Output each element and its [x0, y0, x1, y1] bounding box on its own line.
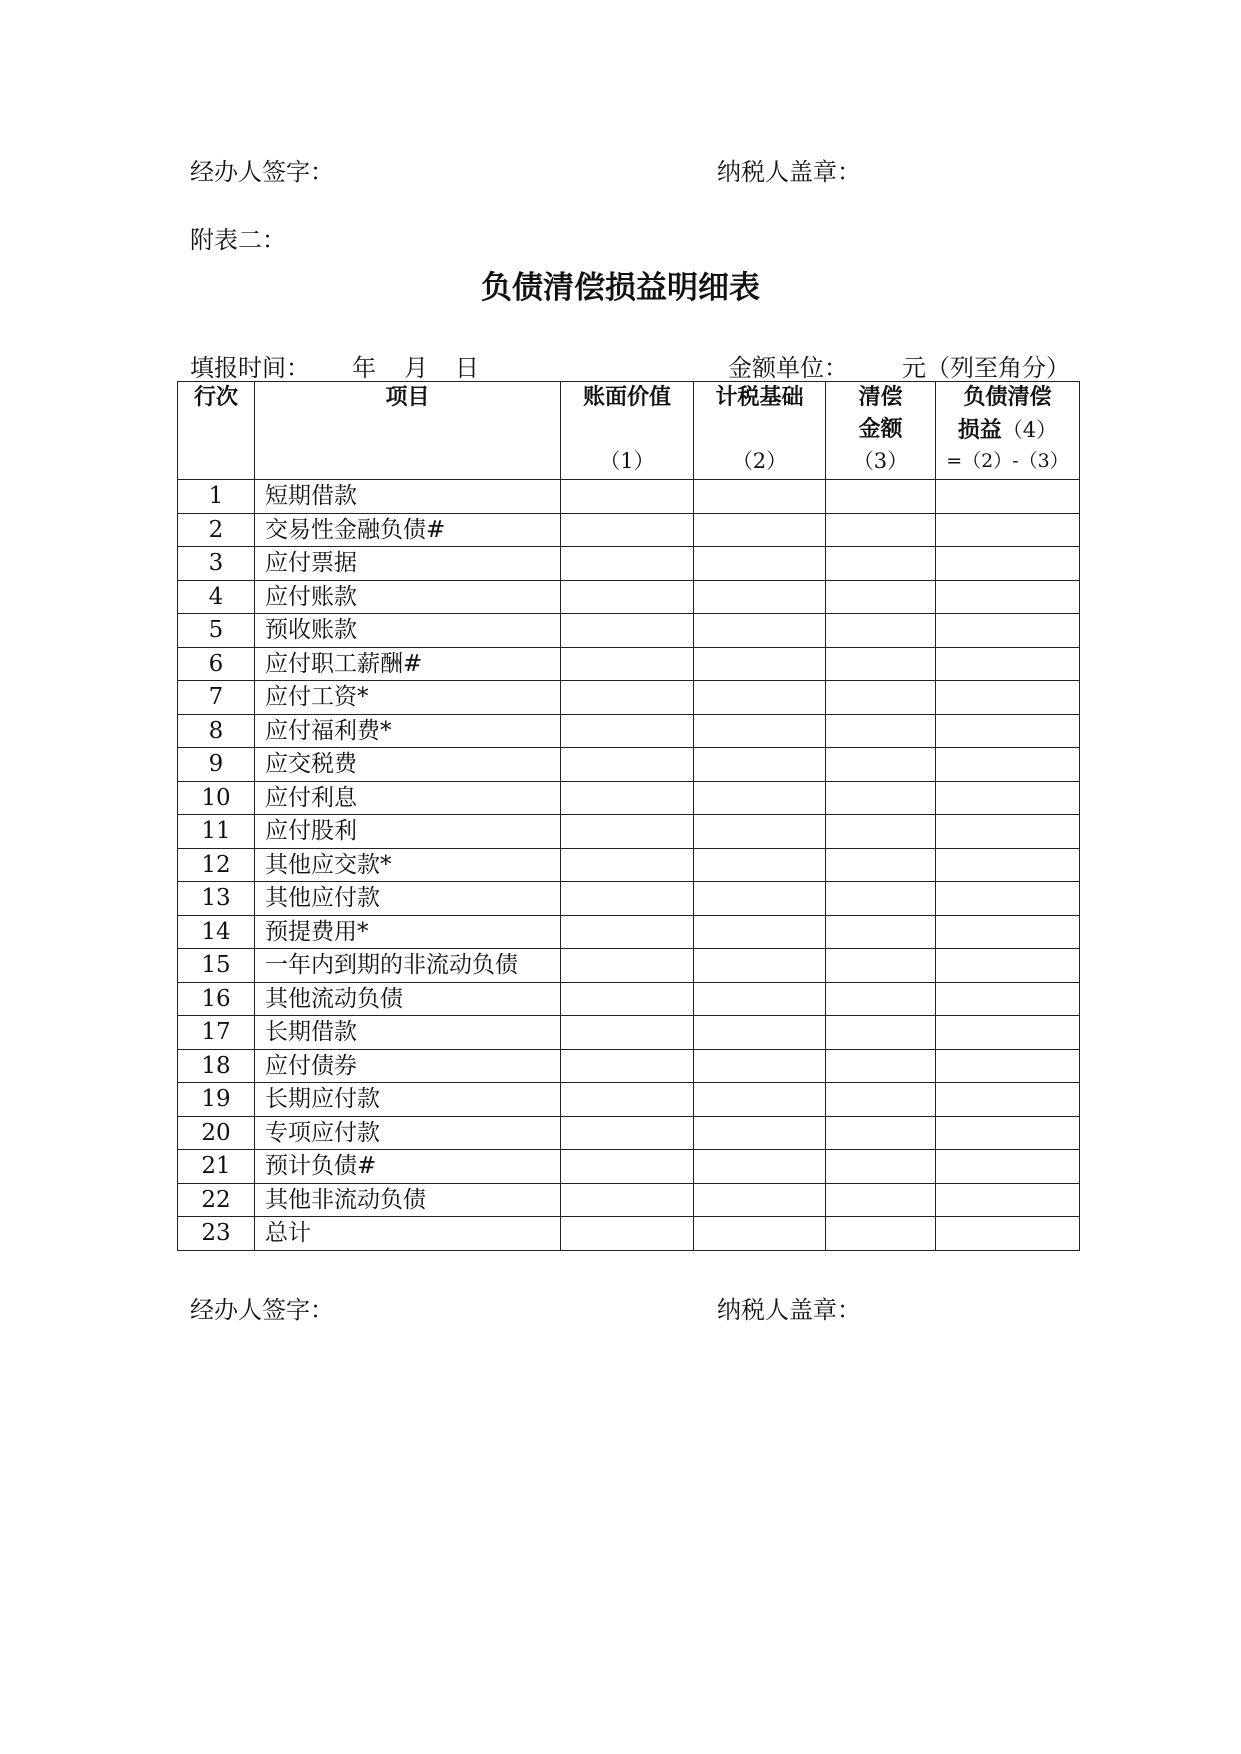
settlement-gain-cell[interactable] [936, 915, 1080, 949]
settlement-amount-cell[interactable] [826, 547, 936, 581]
fill-month: 月 [404, 354, 428, 382]
book-value-cell[interactable] [561, 781, 694, 815]
header-settlement-amount: 清偿 金额 （3） [826, 382, 936, 480]
row-item: 总计 [255, 1217, 561, 1251]
settlement-gain-cell[interactable] [936, 1049, 1080, 1083]
row-number: 12 [178, 848, 255, 882]
tax-basis-cell[interactable] [694, 915, 826, 949]
book-value-cell[interactable] [561, 748, 694, 782]
header-tax-basis: 计税基础 （2） [694, 382, 826, 480]
settlement-amount-cell[interactable] [826, 480, 936, 514]
book-value-cell[interactable] [561, 949, 694, 983]
settlement-amount-cell[interactable] [826, 681, 936, 715]
liability-settlement-table [177, 381, 1080, 1251]
table-row [178, 513, 1080, 547]
settlement-amount-cell[interactable] [826, 1083, 936, 1117]
book-value-cell[interactable] [561, 1016, 694, 1050]
settlement-amount-cell[interactable] [826, 1049, 936, 1083]
table-row [178, 1016, 1080, 1050]
table-row [178, 781, 1080, 815]
book-value-cell[interactable] [561, 714, 694, 748]
table-row [178, 1049, 1080, 1083]
table-row [178, 1116, 1080, 1150]
settlement-amount-cell[interactable] [826, 580, 936, 614]
header-book-value-sub: （1） [599, 449, 655, 473]
tax-basis-cell[interactable] [694, 614, 826, 648]
tax-basis-cell[interactable] [694, 681, 826, 715]
unit-value: 元（列至角分） [902, 354, 1070, 382]
row-item: 其他流动负债 [255, 982, 561, 1016]
page-title: 负债清偿损益明细表 [481, 270, 760, 306]
settlement-gain-cell[interactable] [936, 1150, 1080, 1184]
book-value-cell[interactable] [561, 1150, 694, 1184]
book-value-cell[interactable] [561, 848, 694, 882]
book-value-cell[interactable] [561, 1183, 694, 1217]
row-number: 6 [178, 647, 255, 681]
row-item: 应付债券 [255, 1049, 561, 1083]
row-item: 交易性金融负债# [255, 513, 561, 547]
row-item: 应付职工薪酬# [255, 647, 561, 681]
book-value-cell[interactable] [561, 1217, 694, 1251]
settlement-amount-cell[interactable] [826, 781, 936, 815]
tax-basis-cell[interactable] [694, 647, 826, 681]
settlement-gain-cell[interactable] [936, 513, 1080, 547]
row-number: 20 [178, 1116, 255, 1150]
settlement-amount-cell[interactable] [826, 1016, 936, 1050]
row-item: 预计负债# [255, 1150, 561, 1184]
header-row-no: 行次 [178, 382, 255, 480]
table-row [178, 547, 1080, 581]
header-gain-formula: =（2）-（3） [946, 450, 1069, 472]
settlement-gain-cell[interactable] [936, 1217, 1080, 1251]
book-value-cell[interactable] [561, 1116, 694, 1150]
tax-basis-cell[interactable] [694, 547, 826, 581]
tax-basis-cell[interactable] [694, 781, 826, 815]
table-row [178, 480, 1080, 514]
book-value-cell[interactable] [561, 580, 694, 614]
row-item: 应付工资* [255, 681, 561, 715]
annex-label: 附表二： [190, 226, 286, 254]
tax-basis-cell[interactable] [694, 714, 826, 748]
row-number: 14 [178, 915, 255, 949]
settlement-amount-cell[interactable] [826, 1150, 936, 1184]
settlement-gain-cell[interactable] [936, 480, 1080, 514]
fill-year: 年 [352, 354, 376, 382]
table-row [178, 949, 1080, 983]
settlement-amount-cell[interactable] [826, 882, 936, 916]
settlement-gain-cell[interactable] [936, 1083, 1080, 1117]
table-row [178, 1083, 1080, 1117]
row-item: 预收账款 [255, 614, 561, 648]
settlement-gain-cell[interactable] [936, 748, 1080, 782]
settlement-gain-cell[interactable] [936, 580, 1080, 614]
row-number: 7 [178, 681, 255, 715]
row-number: 15 [178, 949, 255, 983]
settlement-amount-cell[interactable] [826, 513, 936, 547]
row-item: 应付福利费* [255, 714, 561, 748]
tax-basis-cell[interactable] [694, 748, 826, 782]
tax-basis-cell[interactable] [694, 982, 826, 1016]
row-number: 3 [178, 547, 255, 581]
table-header-row [178, 382, 1080, 480]
settlement-gain-cell[interactable] [936, 547, 1080, 581]
book-value-cell[interactable] [561, 1049, 694, 1083]
table-row [178, 1183, 1080, 1217]
settlement-gain-cell[interactable] [936, 681, 1080, 715]
tax-basis-cell[interactable] [694, 1183, 826, 1217]
row-item: 应付票据 [255, 547, 561, 581]
row-item: 应交税费 [255, 748, 561, 782]
row-item: 应付利息 [255, 781, 561, 815]
top-handler-signature-label: 经办人签字： [190, 158, 334, 186]
tax-basis-cell[interactable] [694, 1150, 826, 1184]
table-row [178, 614, 1080, 648]
table-row [178, 848, 1080, 882]
header-settlement-gain: 负债清偿 损益（4） =（2）-（3） [936, 382, 1080, 480]
bottom-handler-signature-label: 经办人签字： [190, 1296, 334, 1324]
tax-basis-cell[interactable] [694, 815, 826, 849]
settlement-amount-cell[interactable] [826, 614, 936, 648]
row-number: 5 [178, 614, 255, 648]
table-row [178, 815, 1080, 849]
book-value-cell[interactable] [561, 614, 694, 648]
table-row [178, 714, 1080, 748]
table-row [178, 882, 1080, 916]
settlement-gain-cell[interactable] [936, 781, 1080, 815]
settlement-gain-cell[interactable] [936, 815, 1080, 849]
tax-basis-cell[interactable] [694, 1217, 826, 1251]
table-row [178, 748, 1080, 782]
row-number: 19 [178, 1083, 255, 1117]
settlement-amount-cell[interactable] [826, 1116, 936, 1150]
settlement-amount-cell[interactable] [826, 748, 936, 782]
book-value-cell[interactable] [561, 1083, 694, 1117]
tax-basis-cell[interactable] [694, 513, 826, 547]
book-value-cell[interactable] [561, 882, 694, 916]
row-number: 21 [178, 1150, 255, 1184]
bottom-taxpayer-seal-label: 纳税人盖章： [717, 1296, 861, 1324]
header-tax-basis-sub: （2） [731, 449, 788, 473]
book-value-cell[interactable] [561, 513, 694, 547]
settlement-amount-cell[interactable] [826, 848, 936, 882]
settlement-amount-cell[interactable] [826, 982, 936, 1016]
settlement-gain-cell[interactable] [936, 982, 1080, 1016]
row-number: 11 [178, 815, 255, 849]
book-value-cell[interactable] [561, 915, 694, 949]
row-number: 18 [178, 1049, 255, 1083]
row-item: 预提费用* [255, 915, 561, 949]
settlement-gain-cell[interactable] [936, 647, 1080, 681]
settlement-gain-cell[interactable] [936, 882, 1080, 916]
row-item: 其他应付款 [255, 882, 561, 916]
row-item: 其他应交款* [255, 848, 561, 882]
tax-basis-cell[interactable] [694, 1049, 826, 1083]
row-number: 2 [178, 513, 255, 547]
row-number: 1 [178, 480, 255, 514]
book-value-cell[interactable] [561, 982, 694, 1016]
row-item: 长期借款 [255, 1016, 561, 1050]
row-item: 其他非流动负债 [255, 1183, 561, 1217]
row-number: 16 [178, 982, 255, 1016]
table-row [178, 1150, 1080, 1184]
table-row [178, 915, 1080, 949]
header-settlement-sub: （3） [852, 449, 909, 473]
unit-label: 金额单位： [728, 354, 848, 382]
row-number: 22 [178, 1183, 255, 1217]
tax-basis-cell[interactable] [694, 882, 826, 916]
table-row [178, 681, 1080, 715]
row-number: 9 [178, 748, 255, 782]
header-book-value: 账面价值 （1） [561, 382, 694, 480]
row-number: 10 [178, 781, 255, 815]
settlement-gain-cell[interactable] [936, 949, 1080, 983]
row-item: 一年内到期的非流动负债 [255, 949, 561, 983]
row-number: 13 [178, 882, 255, 916]
fill-time-label: 填报时间： [190, 354, 310, 382]
settlement-gain-cell[interactable] [936, 714, 1080, 748]
settlement-amount-cell[interactable] [826, 815, 936, 849]
tax-basis-cell[interactable] [694, 580, 826, 614]
table-row [178, 982, 1080, 1016]
tax-basis-cell[interactable] [694, 848, 826, 882]
settlement-amount-cell[interactable] [826, 915, 936, 949]
row-item: 短期借款 [255, 480, 561, 514]
settlement-amount-cell[interactable] [826, 1183, 936, 1217]
settlement-amount-cell[interactable] [826, 949, 936, 983]
tax-basis-cell[interactable] [694, 1083, 826, 1117]
tax-basis-cell[interactable] [694, 949, 826, 983]
header-item: 项目 [255, 382, 561, 480]
row-item: 专项应付款 [255, 1116, 561, 1150]
settlement-amount-cell[interactable] [826, 1217, 936, 1251]
table-row [178, 647, 1080, 681]
book-value-cell[interactable] [561, 647, 694, 681]
row-number: 8 [178, 714, 255, 748]
settlement-amount-cell[interactable] [826, 647, 936, 681]
row-number: 17 [178, 1016, 255, 1050]
top-taxpayer-seal-label: 纳税人盖章： [717, 158, 861, 186]
settlement-gain-cell[interactable] [936, 1183, 1080, 1217]
book-value-cell[interactable] [561, 547, 694, 581]
fill-day: 日 [455, 354, 479, 382]
settlement-gain-cell[interactable] [936, 614, 1080, 648]
settlement-amount-cell[interactable] [826, 714, 936, 748]
tax-basis-cell[interactable] [694, 1116, 826, 1150]
row-number: 4 [178, 580, 255, 614]
settlement-gain-cell[interactable] [936, 1116, 1080, 1150]
table-row [178, 580, 1080, 614]
row-item: 应付账款 [255, 580, 561, 614]
row-item: 长期应付款 [255, 1083, 561, 1117]
book-value-cell[interactable] [561, 681, 694, 715]
book-value-cell[interactable] [561, 815, 694, 849]
settlement-gain-cell[interactable] [936, 848, 1080, 882]
tax-basis-cell[interactable] [694, 480, 826, 514]
table-row [178, 1217, 1080, 1251]
row-item: 应付股利 [255, 815, 561, 849]
row-number: 23 [178, 1217, 255, 1251]
settlement-gain-cell[interactable] [936, 1016, 1080, 1050]
book-value-cell[interactable] [561, 480, 694, 514]
tax-basis-cell[interactable] [694, 1016, 826, 1050]
